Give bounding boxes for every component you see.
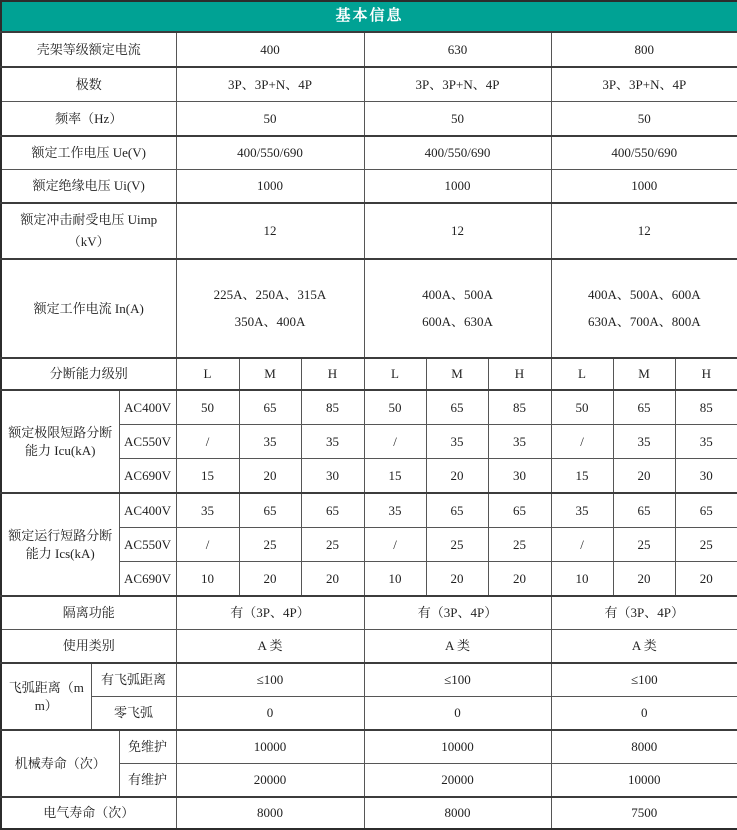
value-cell: 3P、3P+N、4P — [364, 67, 551, 102]
row-label-uimp — [1, 203, 176, 259]
value-cell: 25 — [675, 528, 737, 562]
value-cell: 800 — [551, 32, 737, 67]
value-line: 400A、500A — [422, 286, 493, 302]
value-cell: 25 — [301, 528, 364, 562]
value-cell: 65 — [426, 493, 488, 528]
value-cell: M — [426, 358, 488, 390]
value-line: 225A、250A、315A — [213, 286, 327, 302]
value-cell: 0 — [364, 697, 551, 731]
row-breaking-level — [1, 358, 737, 390]
row-label-category: 使用类别 — [1, 630, 176, 664]
value-cell — [551, 259, 737, 358]
value-cell: 3P、3P+N、4P — [176, 67, 364, 102]
value-cell: 0 — [176, 697, 364, 731]
value-cell: 25 — [239, 528, 301, 562]
value-cell: 65 — [301, 493, 364, 528]
value-cell: 85 — [675, 390, 737, 425]
value-cell: M — [613, 358, 675, 390]
value-cell: A 类 — [364, 630, 551, 664]
value-cell: H — [488, 358, 551, 390]
value-cell: H — [675, 358, 737, 390]
row-label-poles: 极数 — [1, 67, 176, 102]
value-cell: L — [551, 358, 613, 390]
row-isolation — [1, 596, 737, 630]
value-cell: 35 — [551, 493, 613, 528]
value-cell: 65 — [613, 390, 675, 425]
sub-label: 有飞弧距离 — [91, 663, 176, 697]
row-zero-arc — [1, 697, 737, 731]
value-cell: ≤100 — [551, 663, 737, 697]
value-cell: 65 — [675, 493, 737, 528]
value-cell: 有（3P、4P） — [176, 596, 364, 630]
value-cell: A 类 — [176, 630, 364, 664]
value-cell: 25 — [488, 528, 551, 562]
value-cell: M — [239, 358, 301, 390]
value-cell: 65 — [488, 493, 551, 528]
sub-label: 免维护 — [119, 730, 176, 764]
value-cell: 35 — [301, 425, 364, 459]
value-cell: 85 — [301, 390, 364, 425]
row-uimp — [1, 203, 737, 259]
row-category — [1, 630, 737, 664]
value-cell: 15 — [551, 459, 613, 494]
value-cell: 1000 — [551, 170, 737, 204]
row-mech-life-free — [1, 730, 737, 764]
value-cell: 35 — [239, 425, 301, 459]
row-label-uimp-line1: 额定冲击耐受电压 Uimp — [20, 212, 158, 228]
value-cell: 50 — [551, 390, 613, 425]
value-cell: 85 — [488, 390, 551, 425]
value-cell: 12 — [364, 203, 551, 259]
row-icu-ac400v — [1, 390, 737, 425]
value-cell: 10 — [176, 562, 239, 597]
table-title: 基本信息 — [1, 1, 737, 32]
value-cell: 20 — [239, 562, 301, 597]
value-cell: 35 — [488, 425, 551, 459]
sub-label: AC550V — [119, 528, 176, 562]
row-label-ue: 额定工作电压 Ue(V) — [1, 136, 176, 170]
value-cell: 10 — [364, 562, 426, 597]
value-cell: 30 — [488, 459, 551, 494]
value-cell: L — [364, 358, 426, 390]
value-cell: 35 — [176, 493, 239, 528]
value-cell: ≤100 — [176, 663, 364, 697]
value-cell: 35 — [675, 425, 737, 459]
value-cell: 有（3P、4P） — [364, 596, 551, 630]
value-cell: 65 — [426, 390, 488, 425]
value-line: 350A、400A — [234, 314, 306, 329]
value-cell: 20 — [426, 459, 488, 494]
value-cell: 有（3P、4P） — [551, 596, 737, 630]
row-shell-current — [1, 32, 737, 67]
value-cell: 65 — [239, 390, 301, 425]
value-cell: 50 — [176, 390, 239, 425]
value-cell: 400/550/690 — [551, 136, 737, 170]
value-cell: 20000 — [176, 764, 364, 798]
value-cell: 20 — [613, 562, 675, 597]
value-cell: 10000 — [551, 764, 737, 798]
value-cell: / — [176, 425, 239, 459]
value-cell: 35 — [364, 493, 426, 528]
row-label-shell-current: 壳架等级额定电流 — [1, 32, 176, 67]
value-line: 400A、500A、600A — [587, 286, 701, 302]
value-cell: / — [551, 528, 613, 562]
value-cell: 50 — [176, 102, 364, 137]
value-cell: / — [551, 425, 613, 459]
value-cell: 7500 — [551, 797, 737, 829]
value-cell: 400/550/690 — [364, 136, 551, 170]
row-label-in-current: 额定工作电流 In(A) — [1, 259, 176, 358]
value-cell: 30 — [675, 459, 737, 494]
value-cell: 1000 — [176, 170, 364, 204]
value-cell: 50 — [364, 390, 426, 425]
row-label-icu: 额定极限短路分断能力 Icu(kA) — [1, 390, 119, 493]
row-label-elec-life: 电气寿命（次） — [1, 797, 176, 829]
value-line: 630A、700A、800A — [587, 314, 701, 329]
sub-label: 零飞弧 — [91, 697, 176, 731]
sub-label: 有维护 — [119, 764, 176, 798]
row-ics-ac400v — [1, 493, 737, 528]
value-cell: H — [301, 358, 364, 390]
row-poles — [1, 67, 737, 102]
row-arc-distance — [1, 663, 737, 697]
value-cell: 0 — [551, 697, 737, 731]
value-cell: / — [364, 528, 426, 562]
value-cell: 10000 — [364, 730, 551, 764]
value-cell: 15 — [364, 459, 426, 494]
value-cell: 3P、3P+N、4P — [551, 67, 737, 102]
sub-label: AC690V — [119, 562, 176, 597]
value-cell: / — [364, 425, 426, 459]
value-cell: 65 — [239, 493, 301, 528]
row-ue — [1, 136, 737, 170]
value-cell: A 类 — [551, 630, 737, 664]
value-cell — [364, 259, 551, 358]
value-cell: 30 — [301, 459, 364, 494]
row-label-breaking-level: 分断能力级别 — [1, 358, 176, 390]
row-label-frequency: 频率（Hz） — [1, 102, 176, 137]
row-label-isolation: 隔离功能 — [1, 596, 176, 630]
value-cell: 35 — [426, 425, 488, 459]
value-cell: 630 — [364, 32, 551, 67]
value-cell: 20 — [239, 459, 301, 494]
value-cell: 25 — [613, 528, 675, 562]
value-cell: 50 — [364, 102, 551, 137]
table-title-row — [1, 1, 737, 32]
value-cell: 20 — [301, 562, 364, 597]
value-cell: 20 — [613, 459, 675, 494]
row-ui — [1, 170, 737, 204]
row-label-mech-life: 机械寿命（次） — [1, 730, 119, 797]
value-cell: 35 — [613, 425, 675, 459]
value-line: 600A、630A — [422, 314, 493, 329]
value-cell: 20 — [675, 562, 737, 597]
row-frequency — [1, 102, 737, 137]
sub-label: AC400V — [119, 493, 176, 528]
value-cell: L — [176, 358, 239, 390]
row-label-ics: 额定运行短路分断能力 Ics(kA) — [1, 493, 119, 596]
value-cell: 20000 — [364, 764, 551, 798]
sub-label: AC400V — [119, 390, 176, 425]
value-cell: 1000 — [364, 170, 551, 204]
value-cell: ≤100 — [364, 663, 551, 697]
row-in-current — [1, 259, 737, 358]
row-label-ui: 额定绝缘电压 Ui(V) — [1, 170, 176, 204]
row-label-uimp-line2: （kV） — [67, 234, 110, 249]
value-cell: / — [176, 528, 239, 562]
value-cell: 20 — [488, 562, 551, 597]
value-cell: 12 — [551, 203, 737, 259]
row-label-arc: 飞弧距离（mm） — [1, 663, 91, 730]
sub-label: AC550V — [119, 425, 176, 459]
row-elec-life — [1, 797, 737, 829]
value-cell: 400 — [176, 32, 364, 67]
value-cell: 50 — [551, 102, 737, 137]
value-cell: 65 — [613, 493, 675, 528]
value-cell: 10 — [551, 562, 613, 597]
value-cell — [176, 259, 364, 358]
value-cell: 20 — [426, 562, 488, 597]
sub-label: AC690V — [119, 459, 176, 494]
value-cell: 8000 — [176, 797, 364, 829]
value-cell: 25 — [426, 528, 488, 562]
value-cell: 8000 — [364, 797, 551, 829]
value-cell: 10000 — [176, 730, 364, 764]
value-cell: 8000 — [551, 730, 737, 764]
value-cell: 400/550/690 — [176, 136, 364, 170]
value-cell: 15 — [176, 459, 239, 494]
value-cell: 12 — [176, 203, 364, 259]
